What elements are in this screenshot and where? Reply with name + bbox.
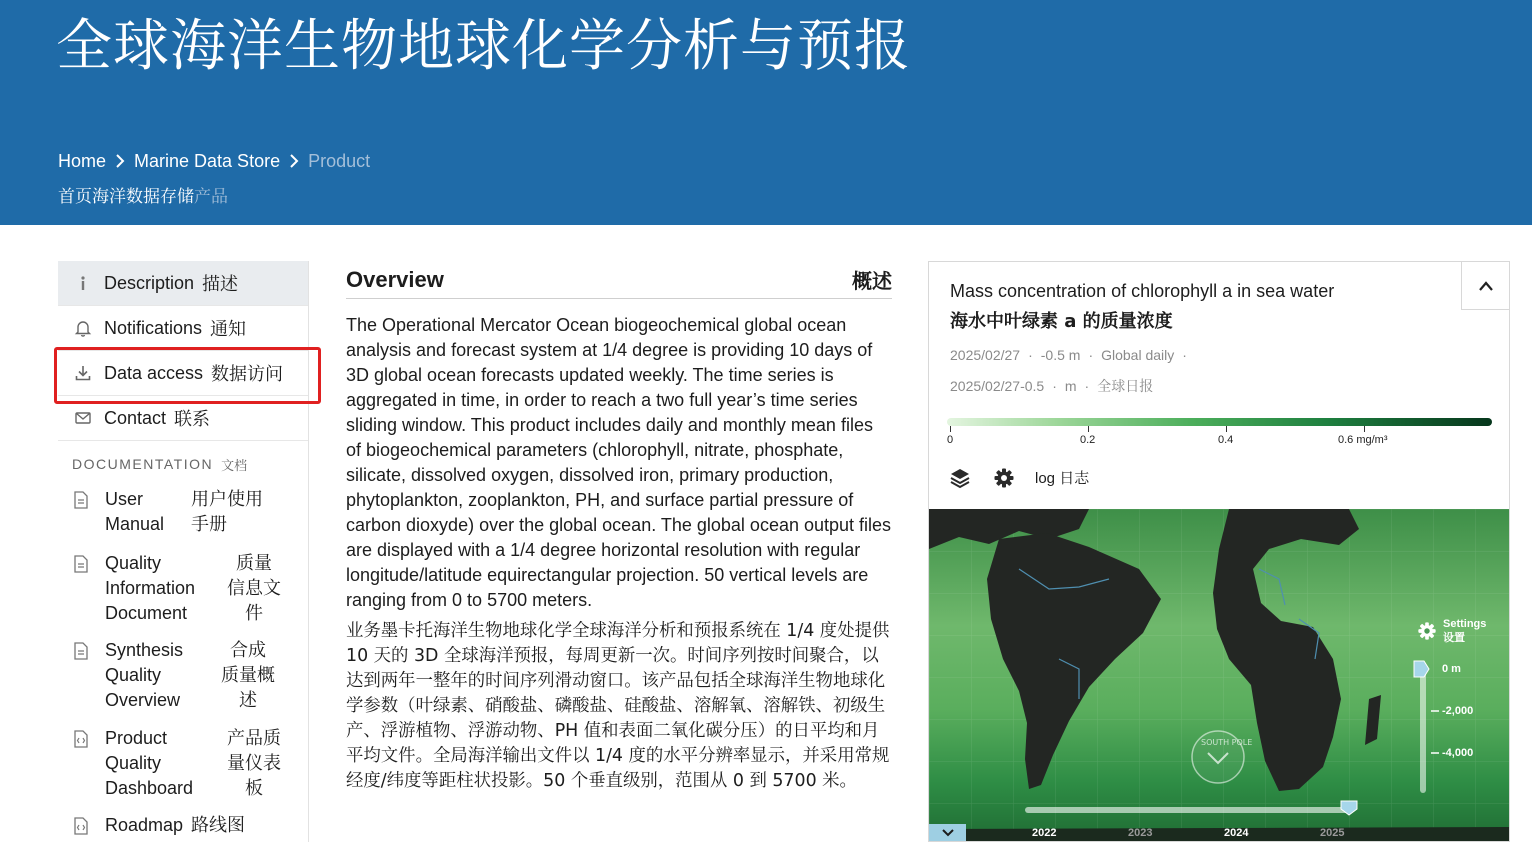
doc-link-synthesis-quality-overview[interactable] <box>73 638 279 713</box>
doc-link-label: Roadmap <box>105 815 184 835</box>
sidebar-item-label-cn: 描述 <box>202 274 239 295</box>
overview-section <box>346 261 892 794</box>
chevron-down-icon <box>941 828 955 838</box>
colorbar <box>947 418 1492 426</box>
breadcrumb-home[interactable]: Home <box>58 150 107 171</box>
overview-header <box>346 261 892 299</box>
meta-cn-frequency: 全球日报 <box>1097 379 1154 395</box>
doc-link-roadmap[interactable] <box>73 813 245 838</box>
timeline-year[interactable]: 2023 <box>1128 827 1153 839</box>
doc-link-label-cn: 质量 信息文 件 <box>227 553 281 624</box>
map-settings-label-cn: 设置 <box>1443 631 1465 644</box>
sidebar-item-contact[interactable] <box>58 396 308 441</box>
dashboard-document-icon <box>73 726 95 751</box>
meta-cn-unit: m <box>1064 378 1077 394</box>
bell-icon <box>72 317 94 339</box>
map-settings-label: Settings <box>1443 618 1487 630</box>
sidebar-item-description[interactable] <box>58 261 308 306</box>
doc-link-label: Quality Information Document <box>105 553 196 623</box>
overview-title: Overview <box>346 266 444 292</box>
landmass <box>929 827 1509 842</box>
sidebar-item-label-cn: 数据访问 <box>211 364 284 385</box>
breadcrumb-product: Product <box>308 150 371 171</box>
map-view[interactable] <box>929 509 1509 842</box>
map-card-title: Mass concentration of chlorophyll a in sea water <box>950 281 1335 301</box>
meta-date: 2025/02/27 <box>950 347 1021 363</box>
meta-depth: -0.5 m <box>1040 347 1081 363</box>
sidebar <box>58 261 309 842</box>
documentation-heading-label: DOCUMENTATION <box>72 456 214 472</box>
doc-link-quality-information-document[interactable] <box>73 551 285 626</box>
sidebar-item-data-access[interactable] <box>58 351 308 396</box>
colorbar-label: 0.6 mg/m³ <box>1338 434 1388 446</box>
overview-text-cn: 业务墨卡托海洋生物地球化学全球海洋分析和预报系统在 1/4 度处提供 10 天的 3D 全球海洋预报，每周更新一次。时间序列按时间聚合，以达到两年一整年的时间序列滑动窗口。该产品包括全球海洋生物地球化学参数（叶绿素、硝酸盐、磷酸盐、硅酸盐、溶解氧、溶解铁、初级生产、浮游植物、浮游动物、PH 值和表面二氧化碳分压）的日平均和月平均文件。全局海洋输出文件以 1/4 度的水平分辨率显示，并采用常规经度/纬度等距柱状投影。50 个垂直级别，范围从 0 到 5700 米。 <box>346 621 890 791</box>
gear-icon <box>993 467 1015 489</box>
doc-link-label: Synthesis Quality Overview <box>105 640 184 710</box>
depth-label: -2,000 <box>1442 705 1474 717</box>
depth-label: 0 m <box>1442 663 1461 675</box>
layers-button[interactable] <box>949 467 971 489</box>
colorbar-label: 0.2 <box>1080 434 1096 446</box>
dashboard-document-icon <box>73 813 95 838</box>
page-header <box>0 0 1532 225</box>
chevron-right-icon <box>280 148 308 174</box>
sidebar-item-label: Description <box>104 272 195 293</box>
collapse-button[interactable] <box>1461 262 1510 310</box>
timeline-year[interactable]: 2024 <box>1224 827 1249 839</box>
expand-timeline-button[interactable] <box>929 824 966 842</box>
gear-icon <box>1417 621 1437 641</box>
breadcrumb-translation <box>58 182 228 207</box>
breadcrumb-marine-data-store[interactable]: Marine Data Store <box>134 150 281 171</box>
sidebar-item-notifications[interactable] <box>58 306 308 351</box>
sidebar-item-label-cn: 通知 <box>210 319 247 340</box>
timeline-year[interactable]: 2022 <box>1032 827 1057 839</box>
doc-link-label: User Manual <box>105 489 165 534</box>
sidebar-item-label: Notifications <box>104 317 203 338</box>
map-card-title-cn: 海水中叶绿素 a 的质量浓度 <box>950 311 1173 332</box>
map-card-meta: 2025/02/27 · -0.5 m · Global daily · <box>950 347 1187 363</box>
document-icon <box>73 638 95 663</box>
documentation-heading-label-cn: 文档 <box>221 458 248 474</box>
depth-label: -4,000 <box>1442 747 1474 759</box>
breadcrumb-translation-current: 产品 <box>194 187 228 207</box>
download-icon <box>72 362 94 384</box>
colorbar-label: 0 <box>947 434 954 446</box>
log-scale-toggle[interactable] <box>1035 467 1089 490</box>
meta-cn-date: 2025/02/27-0.5 <box>950 378 1045 394</box>
overview-title-cn: 概述 <box>852 269 892 293</box>
log-label-cn: 日志 <box>1059 469 1090 487</box>
layers-icon <box>949 467 971 489</box>
mail-icon <box>72 407 94 429</box>
doc-link-label-cn: 路线图 <box>191 815 246 836</box>
overview-text: The Operational Mercator Ocean biogeochemical global ocean analysis and forecast system at 1/4 degree is providing 10 days of 3D global ocean forecasts updated weekly. The time series is aggregated in time, in order to reach a two full year’s time series sliding window. This product includes daily and monthly mean files of biogeochemical parameters (chlorophyll, nitrate, phosphate, silicate, dissolved oxygen, dissolved iron, primary production, phytoplankton, zooplankton, PH, and surface partial pressure of carbon dioxyde) over the global ocean. The global ocean output files are displayed with a 1/4 degree horizontal resolution with regular longitude/latitude equirectangular projection. 50 vertical levels are ranging from 0 to 5700 meters. <box>346 315 892 610</box>
breadcrumb-translation-main: 首页海洋数据存储 <box>58 187 194 207</box>
colorbar-tick <box>1226 426 1227 432</box>
doc-link-product-quality-dashboard[interactable] <box>73 726 291 801</box>
settings-button[interactable] <box>993 467 1015 489</box>
document-icon <box>73 551 95 576</box>
documentation-heading <box>58 441 308 487</box>
map-card-meta-cn: 2025/02/27-0.5 · m · 全球日报 <box>950 378 1154 395</box>
doc-link-label-cn: 合成 质量概 述 <box>221 640 275 711</box>
colorbar-tick <box>1088 426 1089 432</box>
map-settings-button[interactable] <box>1417 617 1486 645</box>
chevron-right-icon <box>106 148 134 174</box>
colorbar-tick <box>950 426 951 432</box>
doc-link-label: Product Quality Dashboard <box>105 728 194 798</box>
timeline-year[interactable]: 2025 <box>1320 827 1345 839</box>
log-label: log <box>1035 470 1056 487</box>
chlorophyll-map <box>929 509 1509 842</box>
info-icon <box>72 272 94 294</box>
meta-frequency: Global daily <box>1101 347 1175 363</box>
sidebar-item-label-cn: 联系 <box>174 409 211 430</box>
document-icon <box>73 487 95 512</box>
doc-link-label-cn: 产品质 量仪表 板 <box>227 728 281 799</box>
page-title: 全球海洋生物地球化学分析与预报 <box>56 14 911 79</box>
colorbar-label: 0.4 <box>1218 434 1234 446</box>
map-card <box>928 261 1510 842</box>
chevron-up-icon <box>1478 280 1494 292</box>
breadcrumb <box>58 148 370 174</box>
colorbar-tick <box>1364 426 1365 432</box>
sidebar-item-label: Data access <box>104 362 204 383</box>
sidebar-item-label: Contact <box>104 407 167 428</box>
south-pole-text: SOUTH POLE <box>1201 738 1253 747</box>
doc-link-user-manual[interactable] <box>73 487 277 537</box>
doc-link-label-cn: 用户使用 手册 <box>191 489 263 535</box>
